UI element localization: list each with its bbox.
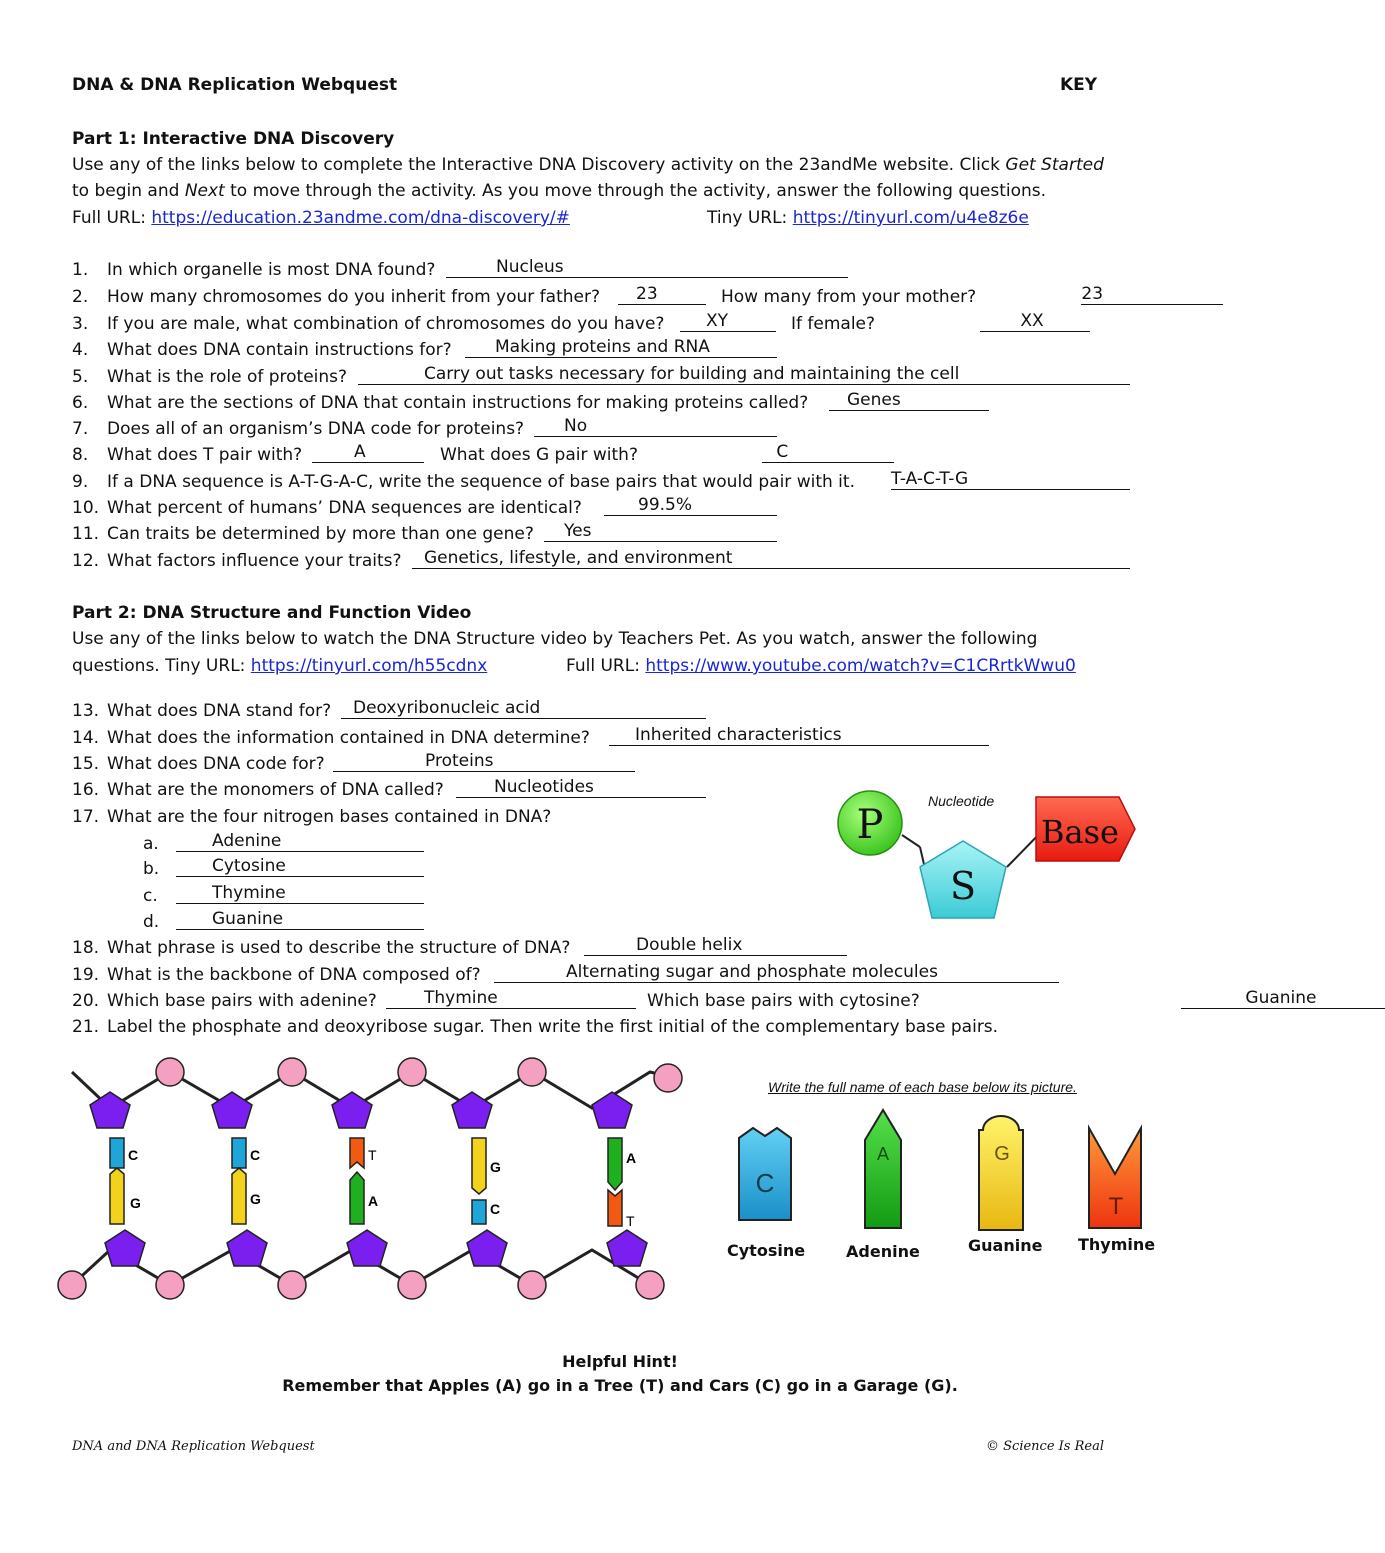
answer-text: Cytosine	[212, 856, 286, 876]
answer-blank[interactable]	[618, 286, 706, 305]
question-text: What does the information contained in DNA determine?	[107, 728, 590, 748]
phosphate-circle	[156, 1271, 184, 1299]
intro-text: to begin and	[72, 181, 185, 201]
answer-blank[interactable]	[412, 550, 1130, 569]
phosphate-circle	[636, 1271, 664, 1299]
question-text: What does DNA contain instructions for?	[107, 340, 452, 360]
thymine-letter: T	[1108, 1193, 1124, 1220]
guanine-letter: G	[994, 1143, 1010, 1165]
base-cytosine	[472, 1200, 486, 1224]
question-text: What percent of humans’ DNA sequences are identical?	[107, 498, 582, 518]
question-1	[0, 259, 1200, 284]
answer-blank[interactable]	[333, 753, 635, 772]
adenine-name: Adenine	[846, 1242, 920, 1261]
answer-blank[interactable]	[980, 313, 1090, 332]
question-text: Label the phosphate and deoxyribose sugar. Then write the first initial of the complementary base pairs.	[107, 1017, 999, 1037]
question-7	[0, 418, 1200, 443]
sugar-pentagon	[212, 1092, 252, 1128]
question-text-secondary: How many from your mother?	[721, 287, 977, 307]
question-number: 19.	[72, 965, 100, 985]
answer-text: XY	[706, 311, 729, 331]
question-19	[0, 964, 1200, 989]
part1-tiny-url-line	[707, 207, 1029, 229]
tiny-url-link[interactable]: https://tinyurl.com/h55cdnx	[250, 656, 488, 676]
answer-text: Thymine	[212, 883, 286, 903]
question-number: 10.	[72, 498, 100, 518]
part2-tiny-url-line	[72, 655, 487, 677]
question-number: 4.	[72, 340, 89, 360]
intro-emphasis: Next	[184, 181, 225, 201]
question-17d	[0, 911, 500, 936]
sugar-pentagon	[467, 1230, 507, 1266]
intro-emphasis: Get Started	[1005, 155, 1104, 175]
question-number: 7.	[72, 419, 89, 439]
answer-text: Deoxyribonucleic acid	[353, 698, 541, 718]
question-15	[0, 753, 1200, 778]
question-text-secondary: Which base pairs with cytosine?	[647, 991, 920, 1011]
key-label: KEY	[1060, 75, 1098, 95]
phosphate-circle	[398, 1271, 426, 1299]
question-2	[0, 286, 1200, 311]
answer-text: Making proteins and RNA	[495, 337, 710, 357]
question-18	[0, 937, 1200, 962]
question-number: 6.	[72, 393, 89, 413]
answer-blank[interactable]	[176, 911, 424, 930]
part2-intro-line1: Use any of the links below to watch the DNA Structure video by Teachers Pet. As you watch, answer the following	[72, 629, 1038, 649]
answer-blank[interactable]	[465, 339, 777, 358]
sugar-pentagon	[332, 1092, 372, 1128]
answer-blank[interactable]	[176, 858, 424, 877]
tiny-url-link[interactable]: https://tinyurl.com/u4e8z6e	[792, 208, 1029, 228]
question-text: Can traits be determined by more than one gene?	[107, 524, 534, 544]
question-text: Which base pairs with adenine?	[107, 991, 377, 1011]
full-url-link[interactable]: https://education.23andme.com/dna-discovery/#	[151, 208, 570, 228]
hint-title: Helpful Hint!	[562, 1352, 678, 1371]
answer-text: Inherited characteristics	[635, 725, 842, 745]
question-text: Does all of an organism’s DNA code for proteins?	[107, 419, 525, 439]
answer-text: 23	[636, 284, 658, 304]
answer-text: XX	[1020, 311, 1044, 331]
question-number: 15.	[72, 754, 100, 774]
answer-text: Alternating sugar and phosphate molecules	[566, 962, 938, 982]
base-thymine	[350, 1138, 364, 1168]
question-number: 5.	[72, 367, 89, 387]
phosphate-circle	[278, 1058, 306, 1086]
part1-intro-line1	[72, 154, 1104, 176]
sugar-pentagon	[592, 1092, 632, 1128]
question-number: 17.	[72, 807, 100, 827]
question-9	[0, 471, 1200, 496]
answer-blank[interactable]	[176, 885, 424, 904]
question-17b	[0, 858, 500, 883]
base-pair-1-bottom-label: G	[130, 1195, 141, 1211]
question-text-secondary: What does G pair with?	[440, 445, 638, 465]
question-11	[0, 523, 1200, 548]
phosphate-circle	[398, 1058, 426, 1086]
question-number: 2.	[72, 287, 89, 307]
part1-full-url-line	[72, 207, 570, 229]
answer-text: Genetics, lifestyle, and environment	[424, 548, 733, 568]
question-text: If you are male, what combination of chromosomes do you have?	[107, 314, 665, 334]
intro-text: to move through the activity. As you move through the activity, answer the following questions.	[224, 181, 1047, 201]
question-number: 3.	[72, 314, 89, 334]
intro-text: Use any of the links below to complete the Interactive DNA Discovery activity on the 23andMe website. Click	[72, 155, 1006, 175]
answer-blank[interactable]	[176, 833, 424, 852]
question-text: If a DNA sequence is A-T-G-A-C, write the sequence of base pairs that would pair with it.	[107, 472, 855, 492]
dna-ladder-diagram	[50, 1050, 690, 1315]
question-20	[0, 988, 1317, 1015]
answer-text: Double helix	[636, 935, 743, 955]
base-pair-4-bottom-label: C	[490, 1201, 501, 1217]
question-text-secondary: If female?	[791, 314, 876, 334]
question-number: 9.	[72, 472, 89, 492]
answer-blank[interactable]	[341, 700, 706, 719]
full-url-label: Full URL:	[566, 656, 646, 676]
question-text: What are the four nitrogen bases contained in DNA?	[107, 807, 552, 827]
question-text: How many chromosomes do you inherit from your father?	[107, 287, 600, 307]
base-adenine	[350, 1172, 364, 1224]
question-14	[0, 727, 1200, 752]
question-number: 21.	[72, 1017, 100, 1037]
answer-text: 23	[1081, 284, 1104, 304]
answer-blank[interactable]	[386, 990, 636, 1009]
thymine-name: Thymine	[1078, 1235, 1156, 1254]
footer-left: DNA and DNA Replication Webquest	[72, 1439, 315, 1454]
question-text: What are the sections of DNA that contain instructions for making proteins called?	[107, 393, 809, 413]
base-thymine	[608, 1190, 622, 1226]
base-pair-3-top-label: T	[368, 1147, 377, 1163]
cytosine-letter: C	[755, 1168, 775, 1198]
question-number: 18.	[72, 938, 100, 958]
phosphate-circle	[654, 1064, 682, 1092]
sugar-pentagon	[105, 1230, 145, 1266]
question-number: 16.	[72, 780, 100, 800]
question-number: 13.	[72, 701, 100, 721]
part2-full-url-line	[566, 655, 1076, 677]
phosphate-circle	[58, 1271, 86, 1299]
sugar-pentagon	[227, 1230, 267, 1266]
full-url-label: Full URL:	[72, 208, 152, 228]
question-12	[0, 550, 1200, 575]
sub-question-letter: b.	[143, 859, 160, 879]
adenine-letter: A	[876, 1144, 890, 1164]
answer-blank[interactable]	[604, 497, 777, 516]
sub-question-letter: c.	[143, 886, 158, 906]
answer-blank[interactable]	[891, 471, 1130, 490]
answer-text: Adenine	[212, 831, 282, 851]
footer-right: © Science Is Real	[986, 1439, 1104, 1454]
question-number: 20.	[72, 991, 100, 1011]
base-pair-3-bottom-label: A	[368, 1193, 379, 1209]
answer-text: No	[564, 416, 588, 436]
phosphate-circle	[278, 1271, 306, 1299]
answer-blank[interactable]	[456, 779, 706, 798]
answer-blank[interactable]	[1081, 286, 1223, 305]
answer-blank[interactable]	[609, 727, 989, 746]
question-4	[0, 339, 1200, 364]
answer-blank[interactable]	[680, 313, 776, 332]
nucleotide-caption: Nucleotide	[928, 793, 995, 809]
part1-heading: Part 1: Interactive DNA Discovery	[72, 129, 395, 149]
base-pair-4-top-label: G	[490, 1159, 501, 1175]
guanine-shape	[979, 1116, 1023, 1230]
answer-text: A	[354, 442, 366, 462]
answer-blank[interactable]	[762, 444, 894, 463]
question-8	[0, 444, 1200, 469]
bond-line	[902, 835, 920, 847]
answer-text: Thymine	[424, 988, 498, 1008]
answer-blank[interactable]	[584, 937, 847, 956]
adenine-shape	[865, 1110, 901, 1228]
question-text: What does T pair with?	[107, 445, 303, 465]
answer-text: Guanine	[212, 909, 284, 929]
answer-blank[interactable]	[534, 418, 777, 437]
answer-text: 99.5%	[638, 495, 693, 515]
question-text: What is the role of proteins?	[107, 367, 348, 387]
sub-question-letter: a.	[143, 834, 159, 854]
question-number: 14.	[72, 728, 100, 748]
answer-blank[interactable]	[829, 392, 989, 411]
base-pair-5-bottom-label: T	[626, 1213, 635, 1229]
sugar-pentagon	[607, 1230, 647, 1266]
base-guanine	[472, 1138, 486, 1194]
phosphate-letter: P	[856, 802, 884, 848]
base-label: Base	[1041, 813, 1119, 851]
sugar-letter: S	[949, 864, 977, 908]
base-pair-2-top-label: C	[250, 1147, 261, 1163]
question-number: 11.	[72, 524, 100, 544]
bases-instruction: Write the full name of each base below its picture.	[768, 1079, 1077, 1095]
base-adenine	[608, 1138, 622, 1190]
tiny-url-label: Tiny URL:	[707, 208, 793, 228]
answer-text: Nucleotides	[494, 777, 594, 797]
question-number: 12.	[72, 551, 100, 571]
answer-blank[interactable]	[358, 366, 1130, 385]
base-pair-1-top-label: C	[128, 1147, 139, 1163]
phosphate-circle	[156, 1058, 184, 1086]
base-guanine	[110, 1168, 124, 1224]
sugar-pentagon	[90, 1092, 130, 1128]
question-17c	[0, 885, 500, 910]
answer-blank[interactable]	[494, 964, 1059, 983]
answer-blank[interactable]	[544, 523, 777, 542]
base-guanine	[232, 1168, 246, 1224]
phosphate-circle	[518, 1271, 546, 1299]
full-url-link[interactable]: https://www.youtube.com/watch?v=C1CRrtkWwu0	[645, 656, 1076, 676]
question-text: What does DNA code for?	[107, 754, 325, 774]
answer-text: Yes	[564, 521, 592, 541]
answer-blank[interactable]	[1181, 990, 1385, 1009]
tiny-url-label: questions. Tiny URL:	[72, 656, 251, 676]
sugar-pentagon	[347, 1230, 387, 1266]
phosphate-circle	[518, 1058, 546, 1086]
answer-text: T-A-C-T-G	[891, 469, 969, 489]
question-text: What are the monomers of DNA called?	[107, 780, 444, 800]
sub-question-letter: d.	[143, 912, 160, 932]
question-13	[0, 700, 1200, 725]
guanine-name: Guanine	[968, 1236, 1043, 1255]
question-text: What factors influence your traits?	[107, 551, 402, 571]
question-6	[0, 392, 1200, 417]
question-text: What phrase is used to describe the structure of DNA?	[107, 938, 571, 958]
question-10	[0, 497, 1200, 522]
question-number: 1.	[72, 260, 89, 280]
base-cytosine	[110, 1138, 124, 1168]
answer-text: Proteins	[425, 751, 494, 771]
sugar-pentagon	[452, 1092, 492, 1128]
hint-text: Remember that Apples (A) go in a Tree (T) and Cars (C) go in a Garage (G).	[282, 1376, 958, 1395]
part2-heading: Part 2: DNA Structure and Function Video	[72, 603, 472, 623]
question-5	[0, 366, 1200, 391]
question-text: What is the backbone of DNA composed of?	[107, 965, 481, 985]
question-number: 8.	[72, 445, 89, 465]
answer-blank[interactable]	[312, 444, 424, 463]
answer-text: Genes	[847, 390, 901, 410]
base-pair-5-top-label: A	[626, 1150, 637, 1166]
question-text: What does DNA stand for?	[107, 701, 332, 721]
document-title: DNA & DNA Replication Webquest	[72, 75, 398, 95]
answer-text: Carry out tasks necessary for building and maintaining the cell	[424, 364, 960, 384]
answer-text: Guanine	[1245, 988, 1317, 1008]
answer-blank[interactable]	[446, 259, 848, 278]
part1-intro-line2	[72, 180, 1046, 202]
answer-text: Nucleus	[496, 257, 564, 277]
base-pair-2-bottom-label: G	[250, 1191, 261, 1207]
cytosine-name: Cytosine	[727, 1241, 806, 1260]
nucleotide-diagram	[830, 785, 1140, 925]
question-3	[0, 313, 1200, 338]
answer-text: C	[776, 442, 789, 462]
question-text: In which organelle is most DNA found?	[107, 260, 436, 280]
base-pairs	[110, 1138, 636, 1229]
sugar-groups	[90, 1092, 647, 1266]
base-cytosine	[232, 1138, 246, 1168]
